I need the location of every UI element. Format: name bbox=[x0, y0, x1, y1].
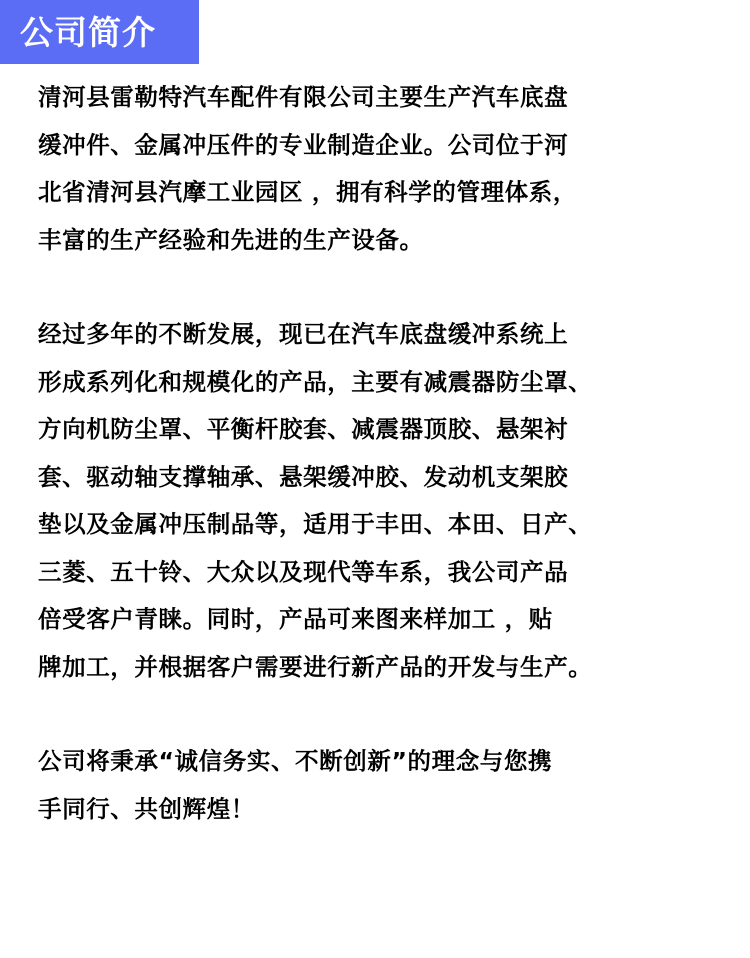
paragraph-line: 三菱、五十铃、大众以及现代等车系，我公司产品 bbox=[38, 557, 569, 586]
paragraph-line: 经过多年的不断发展，现已在汽车底盘缓冲系统上 bbox=[38, 320, 569, 348]
paragraph-line: 北省清河县汽摩工业园区 ，拥有科学的管理体系， bbox=[38, 178, 577, 206]
section-title: 公司简介 bbox=[20, 12, 156, 52]
paragraph-line: 方向机防尘罩、平衡杆胶套、减震器顶胶、悬架衬 bbox=[38, 415, 569, 443]
paragraph-line: 倍受客户青睐。同时，产品可来图来样加工 ，贴 bbox=[38, 605, 553, 633]
paragraph-line: 丰富的生产经验和先进的生产设备。 bbox=[38, 225, 424, 254]
section-title-tag bbox=[0, 0, 199, 64]
paragraph-line: 公司将秉承“诚信务实、不断创新”的理念与您携 bbox=[38, 747, 553, 775]
intro-paragraph-2 bbox=[38, 311, 728, 691]
paragraph-line: 形成系列化和规模化的产品，主要有减震器防尘罩、 bbox=[38, 367, 593, 396]
intro-paragraph-1 bbox=[38, 74, 728, 264]
paragraph-spacer bbox=[38, 264, 728, 311]
company-intro-content bbox=[38, 74, 728, 833]
paragraph-line: 手同行、共创辉煌！ bbox=[38, 794, 255, 823]
paragraph-line: 缓冲件、金属冲压件的专业制造企业。公司位于河 bbox=[38, 130, 569, 159]
intro-paragraph-3 bbox=[38, 738, 728, 833]
paragraph-line: 牌加工，并根据客户需要进行新产品的开发与生产。 bbox=[38, 652, 593, 681]
paragraph-line: 清河县雷勒特汽车配件有限公司主要生产汽车底盘 bbox=[38, 83, 569, 111]
paragraph-line: 垫以及金属冲压制品等，适用于丰田、本田、日产、 bbox=[38, 510, 593, 538]
paragraph-line: 套、驱动轴支撑轴承、悬架缓冲胶、发动机支架胶 bbox=[38, 462, 569, 491]
paragraph-spacer bbox=[38, 691, 728, 738]
